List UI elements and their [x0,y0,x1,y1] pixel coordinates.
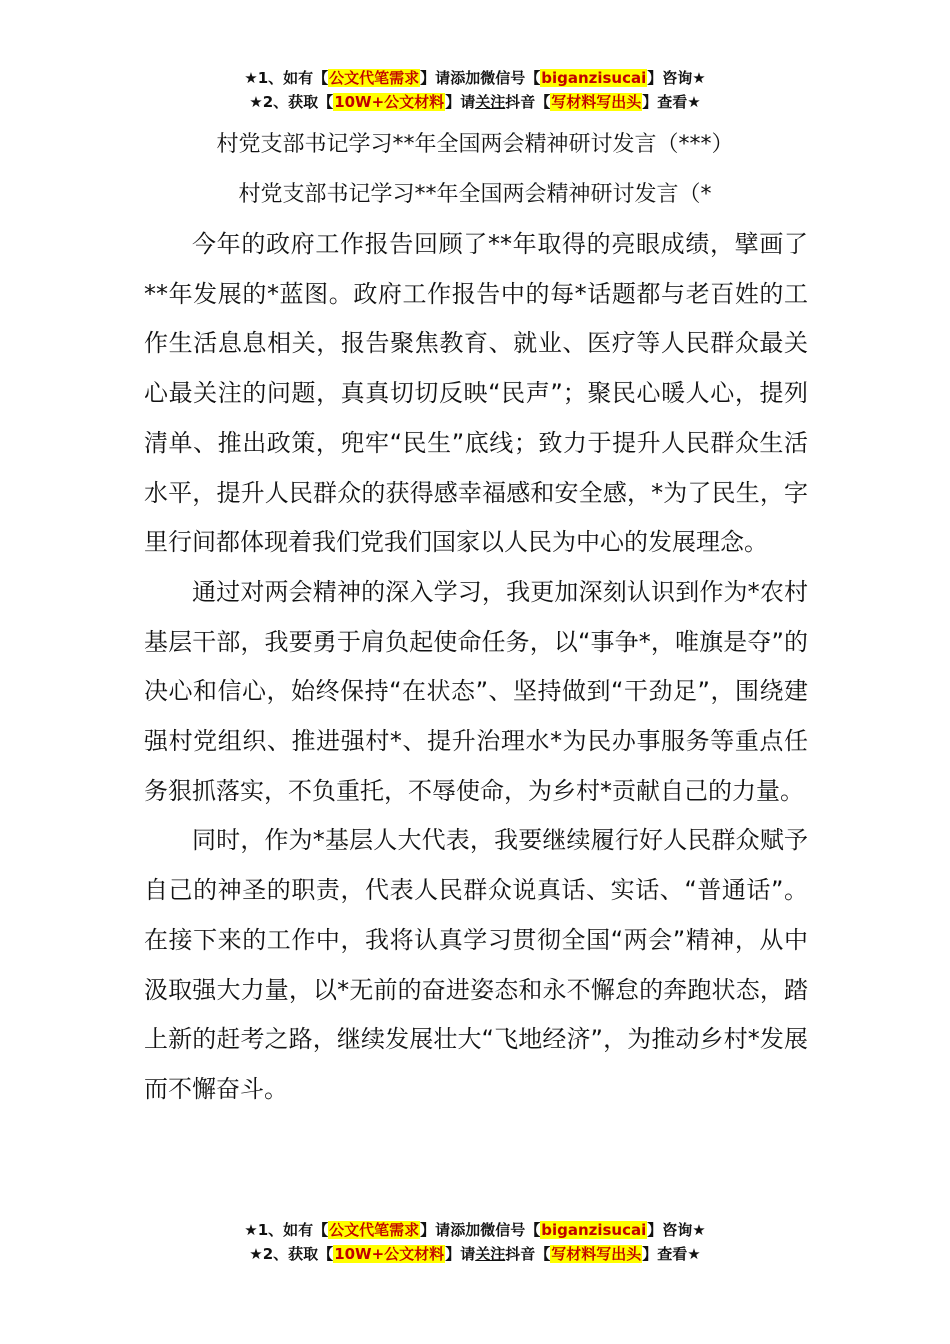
banner-text: 】查看★ [642,1245,701,1263]
banner-text: ★2、获取【 [249,93,334,111]
banner-emphasis: 关注 [475,1245,506,1263]
banner-text: 】咨询★ [647,69,706,87]
banner-highlight: 公文代笔需求 [329,69,420,87]
document-subtitle: 村党支部书记学习**年全国两会精神研讨发言（* [238,182,712,207]
banner-wechat-id: biganzisucai [541,69,647,87]
banner-line-2 [0,1242,950,1266]
bottom-banner [0,1218,950,1266]
banner-emphasis: 添加 [450,69,481,87]
banner-text: 】咨询★ [647,1221,706,1239]
banner-text: ★1、如有【 [244,1221,329,1239]
banner-emphasis: 添加 [450,1221,481,1239]
banner-line-1 [0,66,950,90]
banner-text: 微信号【 [480,1221,541,1239]
banner-highlight: 10W+公文材料 [334,93,445,111]
banner-text: ★2、获取【 [249,1245,334,1263]
banner-text: 微信号【 [480,69,541,87]
banner-text: 】请 [445,1245,476,1263]
banner-highlight: 公文代笔需求 [329,1221,420,1239]
banner-wechat-id: biganzisucai [541,1221,647,1239]
banner-text: 抖音【 [505,1245,551,1263]
banner-line-2 [0,90,950,114]
paragraph: 今年的政府工作报告回顾了**年取得的亮眼成绩，擘画了**年发展的*蓝图。政府工作报告中的每*话题都与老百姓的工作生活息息相关，报告聚焦教育、就业、医疗等人民群众最关心最关注的问题，真真切切反映“民声”；聚民心暖人心，提列清单、推出政策，兜牢“民生”底线；致力于提升人民群众生活水平，提升人民群众的获得感幸福感和安全感，*为了民生，字里行间都体现着我们党我们国家以人民为中心的发展理念。 [144,230,808,557]
top-banner [0,66,950,114]
banner-text: 】请 [445,93,476,111]
banner-line-1 [0,1218,950,1242]
banner-douyin-id: 写材料写出头 [551,93,642,111]
paragraph: 同时，作为*基层人大代表，我要继续履行好人民群众赋予自己的神圣的职责，代表人民群众说真话、实话、“普通话”。在接下来的工作中，我将认真学习贯彻全国“两会”精神，从中汲取强大力量，以*无前的奋进姿态和永不懈怠的奔跑状态，踏上新的赶考之路，继续发展壮大“飞地经济”，为推动乡村*发展而不懈奋斗。 [144,826,808,1103]
banner-text: 】请 [420,1221,451,1239]
banner-text: ★1、如有【 [244,69,329,87]
paragraph: 通过对两会精神的深入学习，我更加深刻认识到作为*农村基层干部，我要勇于肩负起使命任务，以“事争*，唯旗是夺”的决心和信心，始终保持“在状态”、坚持做到“干劲足”，围绕建强村党组织、推进强村*、提升治理水*为民办事服务等重点任务狠抓落实，不负重托，不辱使命，为乡村*贡献自己的力量。 [144,577,808,805]
banner-douyin-id: 写材料写出头 [551,1245,642,1263]
document-title: 村党支部书记学习**年全国两会精神研讨发言（***） [216,132,734,157]
banner-text: 】请 [420,69,451,87]
banner-highlight: 10W+公文材料 [334,1245,445,1263]
banner-emphasis: 关注 [475,93,506,111]
banner-text: 抖音【 [505,93,551,111]
document-body [144,220,808,1115]
banner-text: 】查看★ [642,93,701,111]
